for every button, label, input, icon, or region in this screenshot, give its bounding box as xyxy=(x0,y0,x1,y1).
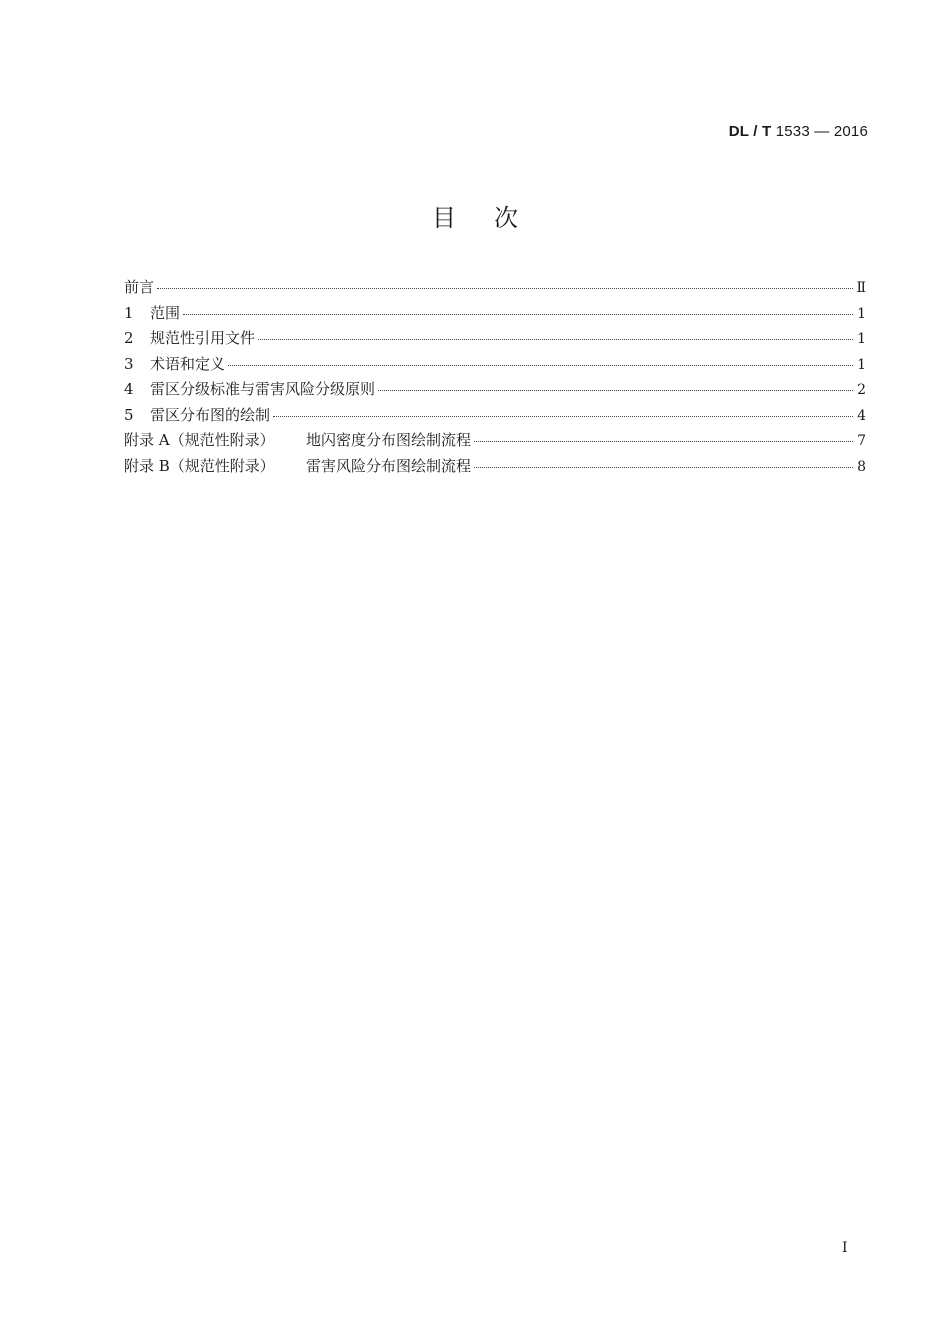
leader-dots xyxy=(157,287,853,289)
toc-entry-scope[interactable] xyxy=(124,302,866,328)
table-of-contents xyxy=(124,276,866,480)
leader-dots xyxy=(273,415,853,417)
standard-prefix: DL / T xyxy=(728,123,772,140)
toc-page-number: 1 xyxy=(857,305,866,322)
toc-entry-number: 5 xyxy=(124,405,134,424)
page-title: 目次 xyxy=(432,204,556,232)
toc-entry-map-drawing[interactable] xyxy=(124,404,866,430)
leader-dots xyxy=(228,364,853,366)
toc-entry-label: 术语和定义 xyxy=(150,354,226,373)
toc-entry-appendix-a[interactable] xyxy=(124,429,866,455)
toc-appendix-prefix: 附录 B（规范性附录） xyxy=(124,456,275,475)
leader-dots xyxy=(474,440,853,442)
toc-entry-foreword[interactable] xyxy=(124,276,866,302)
toc-entry-number: 4 xyxy=(124,380,134,398)
toc-page-number: Ⅱ xyxy=(856,280,866,296)
toc-entry-normative-references[interactable] xyxy=(124,327,866,353)
toc-page-number: 2 xyxy=(857,382,866,398)
toc-page-number: 7 xyxy=(857,433,866,449)
leader-dots xyxy=(378,389,853,391)
toc-entry-label: 雷区分布图的绘制 xyxy=(150,405,271,424)
toc-entry-classification[interactable] xyxy=(124,378,866,404)
toc-entry-number: 1 xyxy=(124,303,134,322)
toc-page-number: 1 xyxy=(857,331,866,347)
toc-page-number: 8 xyxy=(857,458,866,475)
toc-entry-label: 雷害风险分布图绘制流程 xyxy=(306,456,472,475)
toc-entry-number: 2 xyxy=(124,329,134,347)
toc-entry-label: 地闪密度分布图绘制流程 xyxy=(306,431,472,449)
toc-page-number: 1 xyxy=(857,356,866,373)
leader-dots xyxy=(183,313,853,315)
leader-dots xyxy=(258,338,853,340)
page-folio: I xyxy=(842,1240,848,1256)
leader-dots xyxy=(474,466,853,468)
toc-entry-number: 3 xyxy=(124,354,134,373)
toc-appendix-prefix: 附录 A（规范性附录） xyxy=(124,431,275,449)
toc-entry-label: 前言 xyxy=(124,278,155,296)
standard-code xyxy=(729,123,868,140)
toc-entry-label: 范围 xyxy=(150,303,181,322)
toc-entry-label: 雷区分级标准与雷害风险分级原则 xyxy=(150,380,376,398)
toc-entry-terms[interactable] xyxy=(124,353,866,379)
toc-entry-label: 规范性引用文件 xyxy=(150,329,256,347)
toc-page-number: 4 xyxy=(857,407,866,424)
standard-number: 1533 — 2016 xyxy=(775,123,868,140)
toc-entry-appendix-b[interactable] xyxy=(124,455,866,481)
